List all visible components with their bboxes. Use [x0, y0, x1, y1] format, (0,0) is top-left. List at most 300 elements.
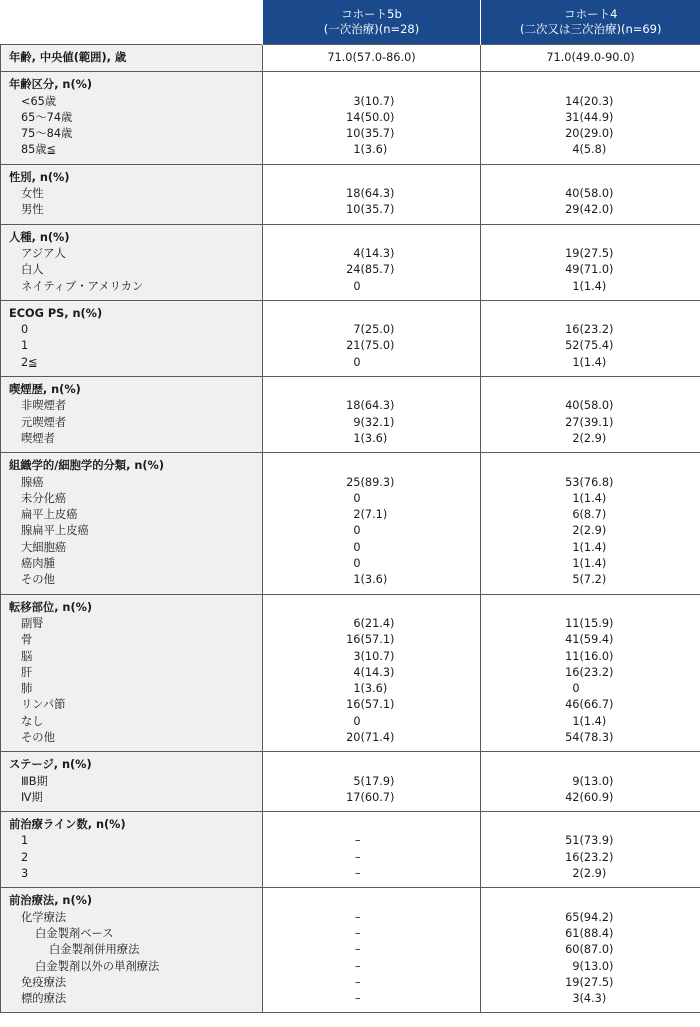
cohort-4-value: 71.0(49.0-90.0)	[546, 51, 635, 64]
cohort-4-percent: (76.8)	[579, 475, 614, 489]
cohort-4-value	[550, 202, 632, 218]
cohort-5b-value	[331, 714, 413, 730]
cohort-5b-count: 5	[353, 774, 361, 788]
cohort-4-value-line	[481, 246, 700, 262]
cohort-4-value	[550, 398, 632, 414]
cohort-5b-value-line	[263, 110, 480, 126]
row-heading: 転移部位, n(%)	[9, 600, 93, 614]
table-row	[1, 752, 700, 812]
cohort-4-count: 1	[572, 491, 580, 505]
cohort-5b-count: –	[354, 926, 361, 940]
cohort-5b-value-line	[263, 431, 480, 447]
row-label: 腺扁平上皮癌	[21, 524, 89, 538]
cohort-5b-percent: (14.3)	[360, 246, 395, 260]
cohort-5b-value-line	[263, 697, 480, 713]
cohort-4-count: 61	[565, 926, 580, 940]
cohort-5b-value-line	[263, 774, 480, 790]
cohort-4-percent: (60.9)	[579, 790, 614, 804]
row-label: 扁平上皮癌	[21, 508, 78, 522]
cohort-4-count: 29	[565, 203, 580, 217]
cohort-4-cell	[481, 300, 700, 376]
header-cohort-4-title: コホート4	[564, 7, 618, 21]
table-body	[1, 45, 700, 1013]
cohort-5b-count: –	[354, 910, 361, 924]
row-label: 0	[21, 323, 29, 337]
cohort-4-cell	[481, 164, 700, 224]
cohort-4-value-line	[481, 697, 700, 713]
cohort-4-percent: (71.0)	[579, 263, 614, 277]
row-label: 白人	[21, 263, 44, 277]
cohort-4-count: 51	[565, 834, 580, 848]
cohort-4-percent: (8.7)	[579, 508, 607, 522]
cohort-5b-percent: (3.6)	[360, 573, 388, 587]
row-label: 1	[21, 339, 29, 353]
cohort-4-value-line	[481, 475, 700, 491]
cohort-5b-value	[331, 649, 413, 665]
cohort-4-value	[550, 790, 632, 806]
cohort-4-percent: (44.9)	[579, 110, 614, 124]
cohort-4-value	[550, 665, 632, 681]
header-cohort-5b-sub: (一次治療)(n=28)	[323, 22, 420, 36]
cohort-4-value-line	[481, 382, 700, 398]
cohort-5b-count: 16	[346, 633, 361, 647]
row-heading: 前治療ライン数, n(%)	[9, 818, 126, 832]
cohort-5b-cell	[263, 453, 481, 594]
cohort-4-value	[550, 491, 632, 507]
cohort-5b-value	[331, 186, 413, 202]
row-label-cell	[1, 594, 263, 752]
cohort-4-value	[550, 991, 632, 1007]
cohort-5b-value-line	[263, 714, 480, 730]
cohort-4-value-line	[481, 262, 700, 278]
cohort-4-percent: (94.2)	[579, 910, 614, 924]
cohort-5b-percent: (14.3)	[360, 665, 395, 679]
cohort-4-count: 41	[565, 633, 580, 647]
cohort-4-value-line	[481, 910, 700, 926]
cohort-4-count: 1	[572, 714, 580, 728]
cohort-4-value	[550, 910, 632, 926]
cohort-5b-percent: (17.9)	[360, 774, 395, 788]
cohort-4-value-line	[481, 572, 700, 588]
cohort-5b-value	[331, 142, 413, 158]
cohort-4-value	[550, 714, 632, 730]
cohort-4-value	[550, 523, 632, 539]
cohort-5b-count: 9	[353, 415, 361, 429]
cohort-4-percent: (42.0)	[579, 203, 614, 217]
cohort-5b-value-line	[263, 202, 480, 218]
cohort-5b-count: 18	[346, 187, 361, 201]
cohort-5b-value	[331, 202, 413, 218]
cohort-5b-cell	[263, 164, 481, 224]
cohort-5b-cell	[263, 752, 481, 812]
cohort-5b-percent: (75.0)	[360, 339, 395, 353]
cohort-4-value-line	[481, 774, 700, 790]
cohort-5b-percent: (85.7)	[360, 263, 395, 277]
row-label: 白金製剤併用療法	[49, 943, 140, 957]
cohort-4-percent: (1.4)	[579, 557, 607, 571]
row-label: 2≦	[21, 355, 38, 369]
cohort-5b-value	[331, 681, 413, 697]
cohort-5b-percent: (3.6)	[360, 682, 388, 696]
cohort-4-percent: (20.3)	[579, 94, 614, 108]
cohort-4-value	[550, 322, 632, 338]
cohort-4-value-line	[481, 616, 700, 632]
cohort-4-value	[550, 926, 632, 942]
cohort-4-value	[550, 632, 632, 648]
cohort-4-value-line	[481, 355, 700, 371]
cohort-4-count: 16	[565, 850, 580, 864]
cohort-4-value-line	[481, 975, 700, 991]
cohort-4-percent: (1.4)	[579, 714, 607, 728]
cohort-5b-value-line	[263, 665, 480, 681]
cohort-5b-count: 20	[346, 730, 361, 744]
cohort-5b-value-line	[263, 790, 480, 806]
cohort-5b-value	[331, 910, 413, 926]
cohort-4-value	[550, 431, 632, 447]
cohort-5b-percent: (60.7)	[360, 790, 395, 804]
cohort-5b-value	[331, 975, 413, 991]
cohort-4-value	[550, 540, 632, 556]
cohort-5b-percent: (7.1)	[360, 508, 388, 522]
cohort-4-percent: (23.2)	[579, 850, 614, 864]
cohort-4-percent: (59.4)	[579, 633, 614, 647]
row-label: 標的療法	[21, 992, 67, 1006]
cohort-4-count: 9	[572, 774, 580, 788]
cohort-5b-value: 71.0(57.0-86.0)	[327, 51, 416, 64]
cohort-4-percent: (78.3)	[579, 730, 614, 744]
cohort-5b-value-line	[263, 475, 480, 491]
cohort-5b-value	[331, 540, 413, 556]
cohort-5b-value-line	[263, 975, 480, 991]
cohort-5b-count: 14	[346, 110, 361, 124]
cohort-4-value-line	[481, 126, 700, 142]
row-label-cell	[1, 752, 263, 812]
cohort-5b-value-line	[263, 523, 480, 539]
cohort-5b-value	[331, 475, 413, 491]
cohort-4-count: 2	[572, 867, 580, 881]
cohort-5b-value-line	[263, 540, 480, 556]
cohort-4-value-line	[481, 230, 700, 246]
cohort-4-value-line	[481, 730, 700, 746]
row-label: 骨	[21, 633, 33, 647]
row-heading: 前治療法, n(%)	[9, 894, 93, 908]
cohort-4-count: 2	[572, 524, 580, 538]
row-label: 化学療法	[21, 910, 67, 924]
cohort-5b-value	[331, 398, 413, 414]
cohort-5b-value-line	[263, 991, 480, 1007]
cohort-5b-percent: (35.7)	[360, 203, 395, 217]
cohort-4-value	[550, 246, 632, 262]
row-heading: ステージ, n(%)	[9, 758, 92, 772]
cohort-5b-value	[331, 697, 413, 713]
cohort-4-count: 46	[565, 698, 580, 712]
cohort-5b-value	[331, 523, 413, 539]
row-label: その他	[21, 730, 55, 744]
row-heading: 年齢, 中央値(範囲), 歳	[9, 51, 127, 64]
cohort-5b-count: 25	[346, 475, 361, 489]
cohort-5b-value-line	[263, 681, 480, 697]
row-label: 女性	[21, 187, 44, 201]
cohort-5b-value	[331, 833, 413, 849]
row-label: なし	[21, 714, 44, 728]
cohort-5b-value	[331, 774, 413, 790]
row-label-cell	[1, 888, 263, 1013]
cohort-4-cell	[481, 377, 700, 453]
cohort-4-value	[550, 126, 632, 142]
row-label: 喫煙者	[21, 431, 55, 445]
row-label: リンパ節	[21, 698, 66, 712]
header-row	[1, 0, 700, 45]
cohort-4-value-line	[481, 306, 700, 322]
cohort-5b-count: 0	[353, 355, 361, 369]
row-label-cell	[1, 45, 263, 72]
cohort-4-count: 1	[572, 540, 580, 554]
cohort-5b-cell	[263, 888, 481, 1013]
table-row	[1, 45, 700, 72]
cohort-4-value	[550, 338, 632, 354]
cohort-4-count: 0	[572, 682, 580, 696]
row-heading: 組織学的/細胞学的分類, n(%)	[9, 459, 165, 473]
row-label: 腺癌	[21, 475, 44, 489]
cohort-4-count: 52	[565, 339, 580, 353]
header-cohort-5b	[263, 0, 481, 45]
cohort-5b-percent: (57.1)	[360, 633, 395, 647]
cohort-4-value	[550, 850, 632, 866]
cohort-5b-value-line	[263, 142, 480, 158]
table-row	[1, 888, 700, 1013]
cohort-5b-value	[331, 991, 413, 1007]
cohort-5b-count: 4	[353, 246, 361, 260]
cohort-4-cell	[481, 594, 700, 752]
cohort-5b-count: 10	[346, 127, 361, 141]
cohort-4-percent: (2.9)	[579, 431, 607, 445]
row-label: 1	[21, 834, 29, 848]
cohort-4-value	[550, 186, 632, 202]
row-label: 脳	[21, 649, 33, 663]
cohort-4-count: 65	[565, 910, 580, 924]
cohort-5b-cell	[263, 300, 481, 376]
cohort-4-value-line	[481, 991, 700, 1007]
cohort-4-percent: (2.9)	[579, 524, 607, 538]
cohort-4-count: 42	[565, 790, 580, 804]
cohort-5b-value-line	[263, 458, 480, 474]
row-label: 3	[21, 867, 29, 881]
row-label: 男性	[21, 203, 44, 217]
cohort-5b-count: 1	[353, 431, 361, 445]
cohort-4-percent: (1.4)	[579, 491, 607, 505]
table-row	[1, 812, 700, 888]
cohort-5b-count: –	[354, 975, 361, 989]
cohort-4-count: 11	[565, 649, 580, 663]
cohort-4-value-line	[481, 632, 700, 648]
cohort-4-count: 40	[565, 399, 580, 413]
cohort-5b-count: 0	[353, 279, 361, 293]
cohort-4-count: 3	[572, 992, 580, 1006]
cohort-4-percent: (23.2)	[579, 323, 614, 337]
cohort-4-count: 27	[565, 415, 580, 429]
cohort-4-count: 16	[565, 665, 580, 679]
cohort-5b-value	[331, 926, 413, 942]
cohort-5b-value-line	[263, 355, 480, 371]
cohort-4-count: 20	[565, 127, 580, 141]
cohort-4-value	[550, 475, 632, 491]
cohort-4-value	[550, 355, 632, 371]
cohort-5b-value-line	[263, 942, 480, 958]
cohort-4-cell	[481, 224, 700, 300]
cohort-4-percent: (58.0)	[579, 399, 614, 413]
cohort-5b-value	[331, 507, 413, 523]
cohort-5b-value-line	[263, 959, 480, 975]
cohort-5b-value	[331, 556, 413, 572]
cohort-5b-value	[331, 866, 413, 882]
row-heading: 性別, n(%)	[9, 170, 70, 184]
row-label: 大細胞癌	[21, 540, 67, 554]
cohort-4-percent: (23.2)	[579, 665, 614, 679]
cohort-4-value	[550, 959, 632, 975]
cohort-4-value-line	[481, 893, 700, 909]
cohort-4-value-line	[481, 866, 700, 882]
cohort-4-percent: (88.4)	[579, 926, 614, 940]
row-label: 副腎	[21, 616, 44, 630]
cohort-4-count: 6	[572, 508, 580, 522]
cohort-4-value	[550, 572, 632, 588]
cohort-4-value-line	[481, 850, 700, 866]
cohort-5b-value-line	[263, 338, 480, 354]
cohort-4-percent: (27.5)	[579, 975, 614, 989]
cohort-4-percent: (7.2)	[579, 573, 607, 587]
cohort-5b-value-line	[263, 507, 480, 523]
row-label: 75～84歳	[21, 127, 73, 141]
cohort-4-value-line	[481, 926, 700, 942]
cohort-5b-count: 4	[353, 665, 361, 679]
cohort-5b-value	[331, 322, 413, 338]
cohort-5b-value	[331, 572, 413, 588]
cohort-4-value-line	[481, 833, 700, 849]
cohort-5b-percent: (35.7)	[360, 127, 395, 141]
cohort-5b-count: –	[354, 834, 361, 848]
row-label: 非喫煙者	[21, 399, 67, 413]
cohort-4-percent: (13.0)	[579, 774, 614, 788]
cohort-4-value	[550, 730, 632, 746]
cohort-5b-value	[331, 246, 413, 262]
cohort-5b-count: –	[354, 959, 361, 973]
cohort-5b-percent: (32.1)	[360, 415, 395, 429]
cohort-4-percent: (4.3)	[579, 992, 607, 1006]
cohort-5b-count: 0	[353, 714, 361, 728]
cohort-4-percent: (1.4)	[579, 279, 607, 293]
row-label: 肝	[21, 665, 33, 679]
cohort-5b-value-line	[263, 632, 480, 648]
table-row	[1, 72, 700, 164]
cohort-4-count: 1	[572, 279, 580, 293]
cohort-5b-count: 1	[353, 573, 361, 587]
cohort-5b-count: 1	[353, 143, 361, 157]
cohort-5b-value	[331, 959, 413, 975]
cohort-5b-value	[331, 632, 413, 648]
cohort-4-cell	[481, 453, 700, 594]
row-label: 癌肉腫	[21, 557, 55, 571]
header-blank-cell	[1, 0, 263, 45]
row-label-cell	[1, 453, 263, 594]
cohort-5b-count: –	[354, 943, 361, 957]
cohort-4-value	[550, 142, 632, 158]
cohort-5b-value-line	[263, 600, 480, 616]
cohort-5b-count: –	[354, 992, 361, 1006]
cohort-4-percent: (39.1)	[579, 415, 614, 429]
cohort-5b-percent: (71.4)	[360, 730, 395, 744]
cohort-5b-count: 3	[353, 649, 361, 663]
cohort-4-percent: (27.5)	[579, 246, 614, 260]
cohort-4-value-line	[481, 523, 700, 539]
cohort-5b-value-line	[263, 866, 480, 882]
cohort-4-value-line	[481, 714, 700, 730]
cohort-5b-percent: (57.1)	[360, 698, 395, 712]
cohort-4-count: 53	[565, 475, 580, 489]
cohort-5b-count: 10	[346, 203, 361, 217]
table-row	[1, 300, 700, 376]
cohort-4-cell	[481, 812, 700, 888]
cohort-4-count: 9	[572, 959, 580, 973]
row-label: その他	[21, 573, 55, 587]
row-heading: 年齢区分, n(%)	[9, 78, 93, 92]
cohort-5b-value-line	[263, 230, 480, 246]
cohort-4-count: 16	[565, 323, 580, 337]
cohort-4-percent: (16.0)	[579, 649, 614, 663]
cohort-4-percent: (5.8)	[579, 143, 607, 157]
cohort-5b-value-line	[263, 572, 480, 588]
cohort-5b-count: 0	[353, 540, 361, 554]
cohort-5b-cell	[263, 72, 481, 164]
cohort-5b-count: 0	[353, 491, 361, 505]
cohort-4-cell	[481, 72, 700, 164]
cohort-5b-cell	[263, 812, 481, 888]
cohort-4-value-line	[481, 790, 700, 806]
cohort-4-value	[550, 697, 632, 713]
cohort-5b-value-line	[263, 322, 480, 338]
cohort-4-value-line	[481, 202, 700, 218]
cohort-5b-count: 0	[353, 557, 361, 571]
cohort-4-count: 19	[565, 246, 580, 260]
cohort-4-value	[550, 681, 632, 697]
row-label-cell	[1, 72, 263, 164]
cohort-5b-value-line	[263, 893, 480, 909]
cohort-4-value-line	[481, 665, 700, 681]
cohort-5b-percent: (3.6)	[360, 143, 388, 157]
table-row	[1, 377, 700, 453]
cohort-4-value-line	[481, 817, 700, 833]
cohort-5b-value	[331, 355, 413, 371]
cohort-5b-value-line	[263, 556, 480, 572]
cohort-5b-value	[331, 415, 413, 431]
cohort-4-percent: (73.9)	[579, 834, 614, 848]
cohort-5b-percent: (21.4)	[360, 616, 395, 630]
row-label: 2	[21, 850, 29, 864]
cohort-4-value-line	[481, 649, 700, 665]
cohort-5b-value	[331, 790, 413, 806]
cohort-5b-value	[331, 942, 413, 958]
cohort-4-value-line	[481, 77, 700, 93]
cohort-5b-cell	[263, 594, 481, 752]
cohort-5b-value-line	[263, 415, 480, 431]
cohort-4-value-line	[481, 142, 700, 158]
header-cohort-5b-title: コホート5b	[341, 7, 402, 21]
cohort-4-value-line	[481, 507, 700, 523]
cohort-4-value-line	[481, 757, 700, 773]
cohort-5b-count: 7	[353, 323, 361, 337]
cohort-5b-value-line	[263, 126, 480, 142]
row-label-cell	[1, 377, 263, 453]
cohort-5b-value-line	[263, 246, 480, 262]
